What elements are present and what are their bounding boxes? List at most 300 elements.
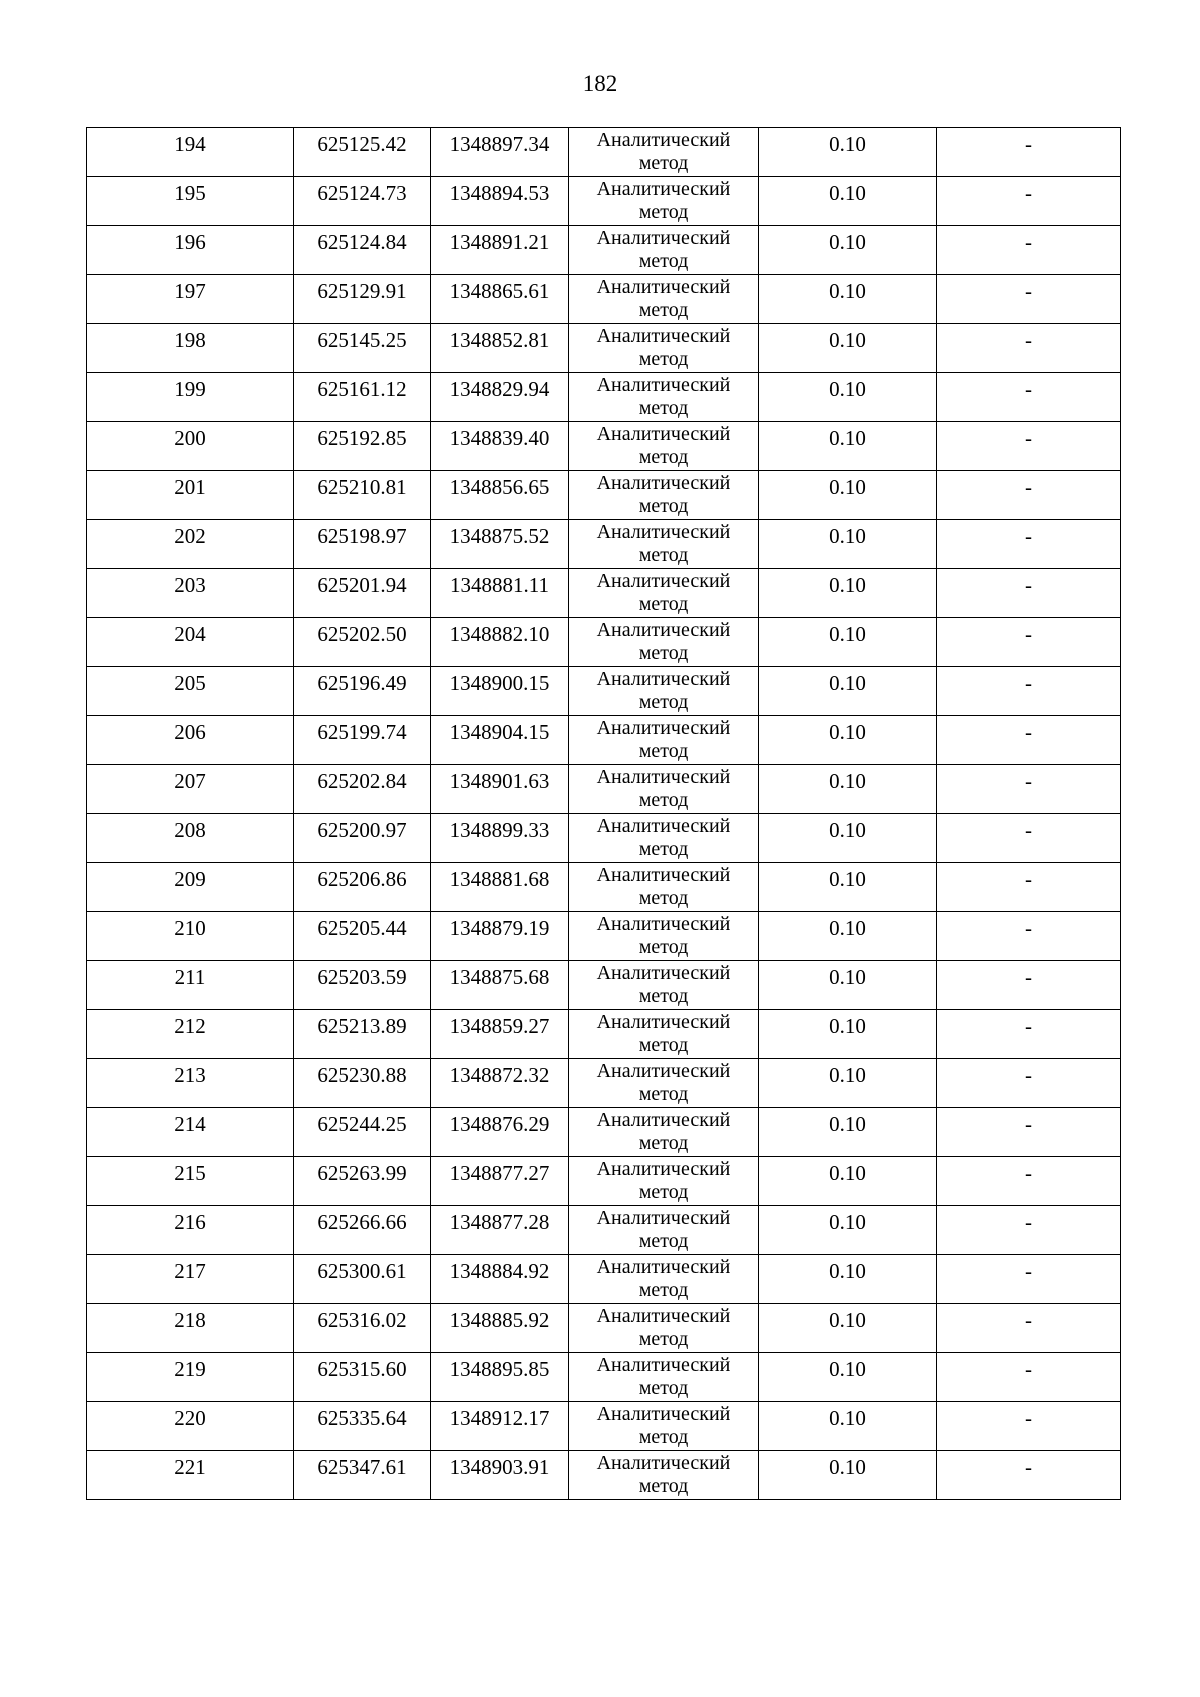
method-label-line2: метод bbox=[638, 642, 689, 664]
y-coordinate-cell-text: 1348903.91 bbox=[449, 1455, 550, 1479]
point-number-cell-text: 203 bbox=[174, 573, 206, 597]
table-row bbox=[87, 1059, 1121, 1108]
x-coordinate-cell-text: 625198.97 bbox=[317, 524, 407, 548]
note-cell-text: - bbox=[1025, 769, 1032, 793]
method-label-line2: метод bbox=[638, 887, 689, 909]
method-label-line1: Аналитический bbox=[596, 1452, 731, 1474]
accuracy-cell-text: 0.10 bbox=[829, 573, 866, 597]
method-label-line2: метод bbox=[638, 1328, 689, 1350]
y-coordinate-cell bbox=[431, 373, 569, 422]
accuracy-cell-text: 0.10 bbox=[829, 818, 866, 842]
point-number-cell-text: 214 bbox=[174, 1112, 206, 1136]
method-label-line1: Аналитический bbox=[596, 1207, 731, 1229]
x-coordinate-cell bbox=[294, 961, 431, 1010]
x-coordinate-cell bbox=[294, 618, 431, 667]
accuracy-cell bbox=[759, 1304, 937, 1353]
x-coordinate-cell bbox=[294, 716, 431, 765]
y-coordinate-cell-text: 1348904.15 bbox=[449, 720, 550, 744]
y-coordinate-cell-text: 1348875.68 bbox=[449, 965, 550, 989]
y-coordinate-cell bbox=[431, 1157, 569, 1206]
accuracy-cell bbox=[759, 1353, 937, 1402]
point-number-cell bbox=[87, 618, 294, 667]
method-label-line2: метод bbox=[638, 593, 689, 615]
accuracy-cell-text: 0.10 bbox=[829, 1063, 866, 1087]
note-cell-text: - bbox=[1025, 867, 1032, 891]
accuracy-cell bbox=[759, 1255, 937, 1304]
x-coordinate-cell-text: 625315.60 bbox=[317, 1357, 407, 1381]
y-coordinate-cell-text: 1348882.10 bbox=[449, 622, 550, 646]
x-coordinate-cell bbox=[294, 863, 431, 912]
point-number-cell-text: 219 bbox=[174, 1357, 206, 1381]
note-cell-text: - bbox=[1025, 1259, 1032, 1283]
x-coordinate-cell bbox=[294, 1304, 431, 1353]
method-label-line1: Аналитический bbox=[596, 472, 731, 494]
method-label-line2: метод bbox=[638, 152, 689, 174]
point-number-cell bbox=[87, 569, 294, 618]
y-coordinate-cell-text: 1348872.32 bbox=[449, 1063, 550, 1087]
x-coordinate-cell-text: 625263.99 bbox=[317, 1161, 407, 1185]
table-row bbox=[87, 422, 1121, 471]
table-row bbox=[87, 912, 1121, 961]
x-coordinate-cell-text: 625316.02 bbox=[317, 1308, 407, 1332]
coordinates-table bbox=[86, 127, 1121, 1500]
point-number-cell-text: 212 bbox=[174, 1014, 206, 1038]
note-cell bbox=[937, 1353, 1121, 1402]
point-number-cell bbox=[87, 275, 294, 324]
table-row bbox=[87, 373, 1121, 422]
method-cell bbox=[569, 1451, 759, 1500]
method-cell bbox=[569, 1402, 759, 1451]
y-coordinate-cell bbox=[431, 177, 569, 226]
note-cell-text: - bbox=[1025, 279, 1032, 303]
method-label-line1: Аналитический bbox=[596, 962, 731, 984]
accuracy-cell-text: 0.10 bbox=[829, 1112, 866, 1136]
accuracy-cell bbox=[759, 961, 937, 1010]
point-number-cell-text: 211 bbox=[174, 965, 206, 989]
accuracy-cell bbox=[759, 1157, 937, 1206]
method-label-line2: метод bbox=[638, 1132, 689, 1154]
y-coordinate-cell bbox=[431, 1108, 569, 1157]
point-number-cell bbox=[87, 324, 294, 373]
x-coordinate-cell-text: 625202.84 bbox=[317, 769, 407, 793]
y-coordinate-cell-text: 1348865.61 bbox=[449, 279, 550, 303]
point-number-cell-text: 216 bbox=[174, 1210, 206, 1234]
method-cell bbox=[569, 422, 759, 471]
x-coordinate-cell-text: 625125.42 bbox=[317, 132, 407, 156]
y-coordinate-cell-text: 1348879.19 bbox=[449, 916, 550, 940]
method-cell bbox=[569, 912, 759, 961]
point-number-cell bbox=[87, 1108, 294, 1157]
x-coordinate-cell-text: 625192.85 bbox=[317, 426, 407, 450]
point-number-cell bbox=[87, 765, 294, 814]
y-coordinate-cell-text: 1348901.63 bbox=[449, 769, 550, 793]
table-row bbox=[87, 863, 1121, 912]
point-number-cell-text: 210 bbox=[174, 916, 206, 940]
x-coordinate-cell-text: 625129.91 bbox=[317, 279, 407, 303]
y-coordinate-cell bbox=[431, 1255, 569, 1304]
point-number-cell-text: 196 bbox=[174, 230, 206, 254]
y-coordinate-cell-text: 1348894.53 bbox=[449, 181, 550, 205]
method-label-line1: Аналитический bbox=[596, 570, 731, 592]
method-cell bbox=[569, 863, 759, 912]
note-cell bbox=[937, 177, 1121, 226]
accuracy-cell-text: 0.10 bbox=[829, 1014, 866, 1038]
note-cell bbox=[937, 765, 1121, 814]
x-coordinate-cell bbox=[294, 667, 431, 716]
note-cell-text: - bbox=[1025, 671, 1032, 695]
note-cell-text: - bbox=[1025, 1210, 1032, 1234]
note-cell bbox=[937, 1108, 1121, 1157]
table-row bbox=[87, 471, 1121, 520]
method-cell bbox=[569, 618, 759, 667]
method-cell bbox=[569, 177, 759, 226]
method-label-line1: Аналитический bbox=[596, 668, 731, 690]
note-cell bbox=[937, 373, 1121, 422]
accuracy-cell bbox=[759, 275, 937, 324]
y-coordinate-cell bbox=[431, 471, 569, 520]
y-coordinate-cell bbox=[431, 863, 569, 912]
accuracy-cell-text: 0.10 bbox=[829, 524, 866, 548]
y-coordinate-cell-text: 1348895.85 bbox=[449, 1357, 550, 1381]
accuracy-cell bbox=[759, 226, 937, 275]
method-label-line2: метод bbox=[638, 740, 689, 762]
x-coordinate-cell-text: 625199.74 bbox=[317, 720, 407, 744]
table-row bbox=[87, 324, 1121, 373]
x-coordinate-cell bbox=[294, 1059, 431, 1108]
x-coordinate-cell-text: 625266.66 bbox=[317, 1210, 407, 1234]
y-coordinate-cell-text: 1348839.40 bbox=[449, 426, 550, 450]
y-coordinate-cell-text: 1348859.27 bbox=[449, 1014, 550, 1038]
method-label-line1: Аналитический bbox=[596, 619, 731, 641]
accuracy-cell-text: 0.10 bbox=[829, 279, 866, 303]
point-number-cell-text: 198 bbox=[174, 328, 206, 352]
point-number-cell bbox=[87, 1304, 294, 1353]
x-coordinate-cell bbox=[294, 1402, 431, 1451]
point-number-cell bbox=[87, 863, 294, 912]
y-coordinate-cell bbox=[431, 226, 569, 275]
method-cell bbox=[569, 324, 759, 373]
accuracy-cell-text: 0.10 bbox=[829, 867, 866, 891]
y-coordinate-cell-text: 1348829.94 bbox=[449, 377, 550, 401]
method-cell bbox=[569, 128, 759, 177]
note-cell-text: - bbox=[1025, 1455, 1032, 1479]
accuracy-cell bbox=[759, 1402, 937, 1451]
table-row bbox=[87, 1451, 1121, 1500]
x-coordinate-cell bbox=[294, 1108, 431, 1157]
y-coordinate-cell bbox=[431, 324, 569, 373]
x-coordinate-cell-text: 625202.50 bbox=[317, 622, 407, 646]
x-coordinate-cell bbox=[294, 765, 431, 814]
x-coordinate-cell bbox=[294, 471, 431, 520]
method-label-line2: метод bbox=[638, 789, 689, 811]
method-label-line2: метод bbox=[638, 1083, 689, 1105]
method-label-line2: метод bbox=[638, 1377, 689, 1399]
y-coordinate-cell bbox=[431, 275, 569, 324]
method-label-line2: метод bbox=[638, 495, 689, 517]
method-label-line2: метод bbox=[638, 1475, 689, 1497]
point-number-cell bbox=[87, 422, 294, 471]
method-label-line2: метод bbox=[638, 250, 689, 272]
accuracy-cell-text: 0.10 bbox=[829, 1308, 866, 1332]
x-coordinate-cell bbox=[294, 422, 431, 471]
method-label-line2: метод bbox=[638, 1426, 689, 1448]
accuracy-cell bbox=[759, 814, 937, 863]
method-cell bbox=[569, 226, 759, 275]
table-row bbox=[87, 716, 1121, 765]
point-number-cell-text: 202 bbox=[174, 524, 206, 548]
y-coordinate-cell-text: 1348891.21 bbox=[449, 230, 550, 254]
point-number-cell bbox=[87, 1451, 294, 1500]
method-label-line1: Аналитический bbox=[596, 864, 731, 886]
method-cell bbox=[569, 814, 759, 863]
point-number-cell-text: 209 bbox=[174, 867, 206, 891]
note-cell bbox=[937, 1304, 1121, 1353]
y-coordinate-cell bbox=[431, 1353, 569, 1402]
table-row bbox=[87, 1206, 1121, 1255]
method-label-line1: Аналитический bbox=[596, 423, 731, 445]
accuracy-cell bbox=[759, 422, 937, 471]
point-number-cell-text: 195 bbox=[174, 181, 206, 205]
point-number-cell-text: 213 bbox=[174, 1063, 206, 1087]
point-number-cell-text: 221 bbox=[174, 1455, 206, 1479]
note-cell bbox=[937, 1451, 1121, 1500]
x-coordinate-cell bbox=[294, 226, 431, 275]
accuracy-cell-text: 0.10 bbox=[829, 475, 866, 499]
note-cell bbox=[937, 961, 1121, 1010]
method-cell bbox=[569, 1059, 759, 1108]
x-coordinate-cell bbox=[294, 1451, 431, 1500]
method-cell bbox=[569, 1108, 759, 1157]
x-coordinate-cell-text: 625244.25 bbox=[317, 1112, 407, 1136]
x-coordinate-cell-text: 625230.88 bbox=[317, 1063, 407, 1087]
note-cell-text: - bbox=[1025, 965, 1032, 989]
method-cell bbox=[569, 1010, 759, 1059]
accuracy-cell-text: 0.10 bbox=[829, 769, 866, 793]
note-cell-text: - bbox=[1025, 1357, 1032, 1381]
y-coordinate-cell bbox=[431, 667, 569, 716]
method-cell bbox=[569, 520, 759, 569]
note-cell bbox=[937, 275, 1121, 324]
table-row bbox=[87, 1353, 1121, 1402]
accuracy-cell bbox=[759, 1451, 937, 1500]
point-number-cell-text: 201 bbox=[174, 475, 206, 499]
y-coordinate-cell bbox=[431, 765, 569, 814]
method-label-line2: метод bbox=[638, 1034, 689, 1056]
method-label-line1: Аналитический bbox=[596, 1158, 731, 1180]
point-number-cell-text: 197 bbox=[174, 279, 206, 303]
note-cell bbox=[937, 618, 1121, 667]
accuracy-cell bbox=[759, 520, 937, 569]
note-cell-text: - bbox=[1025, 1308, 1032, 1332]
note-cell-text: - bbox=[1025, 1161, 1032, 1185]
accuracy-cell-text: 0.10 bbox=[829, 1357, 866, 1381]
method-label-line2: метод bbox=[638, 691, 689, 713]
table-row bbox=[87, 569, 1121, 618]
point-number-cell-text: 208 bbox=[174, 818, 206, 842]
x-coordinate-cell bbox=[294, 1157, 431, 1206]
y-coordinate-cell bbox=[431, 422, 569, 471]
method-label-line1: Аналитический bbox=[596, 1109, 731, 1131]
point-number-cell bbox=[87, 1157, 294, 1206]
method-cell bbox=[569, 1353, 759, 1402]
method-label-line2: метод bbox=[638, 838, 689, 860]
y-coordinate-cell bbox=[431, 1206, 569, 1255]
method-label-line2: метод bbox=[638, 446, 689, 468]
note-cell-text: - bbox=[1025, 426, 1032, 450]
method-label-line2: метод bbox=[638, 1230, 689, 1252]
table-row bbox=[87, 177, 1121, 226]
accuracy-cell-text: 0.10 bbox=[829, 426, 866, 450]
y-coordinate-cell-text: 1348877.28 bbox=[449, 1210, 550, 1234]
note-cell-text: - bbox=[1025, 1014, 1032, 1038]
table-body bbox=[87, 128, 1121, 1500]
point-number-cell bbox=[87, 1206, 294, 1255]
note-cell bbox=[937, 814, 1121, 863]
note-cell bbox=[937, 1255, 1121, 1304]
point-number-cell-text: 199 bbox=[174, 377, 206, 401]
note-cell bbox=[937, 716, 1121, 765]
accuracy-cell bbox=[759, 912, 937, 961]
note-cell-text: - bbox=[1025, 328, 1032, 352]
point-number-cell bbox=[87, 1255, 294, 1304]
accuracy-cell-text: 0.10 bbox=[829, 230, 866, 254]
accuracy-cell-text: 0.10 bbox=[829, 965, 866, 989]
note-cell bbox=[937, 520, 1121, 569]
method-cell bbox=[569, 1157, 759, 1206]
table-row bbox=[87, 961, 1121, 1010]
method-label-line1: Аналитический bbox=[596, 1403, 731, 1425]
point-number-cell-text: 206 bbox=[174, 720, 206, 744]
accuracy-cell-text: 0.10 bbox=[829, 1161, 866, 1185]
y-coordinate-cell-text: 1348899.33 bbox=[449, 818, 550, 842]
note-cell bbox=[937, 667, 1121, 716]
method-label-line1: Аналитический bbox=[596, 1011, 731, 1033]
y-coordinate-cell-text: 1348885.92 bbox=[449, 1308, 550, 1332]
table-row bbox=[87, 1108, 1121, 1157]
point-number-cell bbox=[87, 226, 294, 275]
method-cell bbox=[569, 569, 759, 618]
point-number-cell-text: 220 bbox=[174, 1406, 206, 1430]
y-coordinate-cell bbox=[431, 1402, 569, 1451]
accuracy-cell bbox=[759, 1206, 937, 1255]
table-row bbox=[87, 814, 1121, 863]
method-label-line1: Аналитический bbox=[596, 1060, 731, 1082]
method-cell bbox=[569, 765, 759, 814]
table-row bbox=[87, 520, 1121, 569]
note-cell-text: - bbox=[1025, 720, 1032, 744]
x-coordinate-cell bbox=[294, 520, 431, 569]
y-coordinate-cell bbox=[431, 1059, 569, 1108]
y-coordinate-cell-text: 1348912.17 bbox=[449, 1406, 550, 1430]
table-row bbox=[87, 128, 1121, 177]
accuracy-cell bbox=[759, 1059, 937, 1108]
x-coordinate-cell-text: 625124.84 bbox=[317, 230, 407, 254]
accuracy-cell-text: 0.10 bbox=[829, 720, 866, 744]
point-number-cell bbox=[87, 373, 294, 422]
accuracy-cell bbox=[759, 1010, 937, 1059]
accuracy-cell-text: 0.10 bbox=[829, 328, 866, 352]
note-cell bbox=[937, 1157, 1121, 1206]
point-number-cell-text: 217 bbox=[174, 1259, 206, 1283]
accuracy-cell bbox=[759, 618, 937, 667]
method-cell bbox=[569, 961, 759, 1010]
y-coordinate-cell bbox=[431, 1304, 569, 1353]
y-coordinate-cell bbox=[431, 569, 569, 618]
x-coordinate-cell bbox=[294, 1206, 431, 1255]
point-number-cell bbox=[87, 471, 294, 520]
accuracy-cell bbox=[759, 667, 937, 716]
accuracy-cell-text: 0.10 bbox=[829, 1210, 866, 1234]
point-number-cell bbox=[87, 520, 294, 569]
note-cell bbox=[937, 128, 1121, 177]
y-coordinate-cell-text: 1348881.68 bbox=[449, 867, 550, 891]
point-number-cell-text: 194 bbox=[174, 132, 206, 156]
accuracy-cell-text: 0.10 bbox=[829, 1455, 866, 1479]
method-label-line1: Аналитический bbox=[596, 129, 731, 151]
y-coordinate-cell-text: 1348897.34 bbox=[449, 132, 550, 156]
accuracy-cell bbox=[759, 373, 937, 422]
note-cell bbox=[937, 471, 1121, 520]
x-coordinate-cell bbox=[294, 814, 431, 863]
table-row bbox=[87, 1255, 1121, 1304]
x-coordinate-cell bbox=[294, 1255, 431, 1304]
method-label-line1: Аналитический bbox=[596, 913, 731, 935]
y-coordinate-cell-text: 1348877.27 bbox=[449, 1161, 550, 1185]
point-number-cell bbox=[87, 961, 294, 1010]
accuracy-cell-text: 0.10 bbox=[829, 1259, 866, 1283]
method-cell bbox=[569, 1304, 759, 1353]
point-number-cell bbox=[87, 814, 294, 863]
method-label-line1: Аналитический bbox=[596, 325, 731, 347]
method-label-line2: метод bbox=[638, 1181, 689, 1203]
accuracy-cell-text: 0.10 bbox=[829, 181, 866, 205]
y-coordinate-cell-text: 1348852.81 bbox=[449, 328, 550, 352]
method-label-line1: Аналитический bbox=[596, 815, 731, 837]
point-number-cell bbox=[87, 128, 294, 177]
x-coordinate-cell bbox=[294, 912, 431, 961]
method-cell bbox=[569, 716, 759, 765]
method-label-line1: Аналитический bbox=[596, 227, 731, 249]
accuracy-cell-text: 0.10 bbox=[829, 1406, 866, 1430]
point-number-cell bbox=[87, 716, 294, 765]
accuracy-cell bbox=[759, 863, 937, 912]
table-row bbox=[87, 618, 1121, 667]
accuracy-cell bbox=[759, 128, 937, 177]
note-cell bbox=[937, 422, 1121, 471]
note-cell bbox=[937, 226, 1121, 275]
point-number-cell-text: 204 bbox=[174, 622, 206, 646]
x-coordinate-cell-text: 625335.64 bbox=[317, 1406, 407, 1430]
accuracy-cell-text: 0.10 bbox=[829, 671, 866, 695]
x-coordinate-cell bbox=[294, 128, 431, 177]
method-cell bbox=[569, 1206, 759, 1255]
x-coordinate-cell-text: 625213.89 bbox=[317, 1014, 407, 1038]
accuracy-cell-text: 0.10 bbox=[829, 377, 866, 401]
x-coordinate-cell bbox=[294, 1353, 431, 1402]
y-coordinate-cell bbox=[431, 961, 569, 1010]
accuracy-cell-text: 0.10 bbox=[829, 622, 866, 646]
method-label-line1: Аналитический bbox=[596, 1256, 731, 1278]
point-number-cell bbox=[87, 177, 294, 226]
x-coordinate-cell-text: 625196.49 bbox=[317, 671, 407, 695]
y-coordinate-cell bbox=[431, 1451, 569, 1500]
x-coordinate-cell bbox=[294, 569, 431, 618]
method-label-line2: метод bbox=[638, 348, 689, 370]
accuracy-cell bbox=[759, 324, 937, 373]
note-cell-text: - bbox=[1025, 475, 1032, 499]
method-label-line1: Аналитический bbox=[596, 521, 731, 543]
table-row bbox=[87, 1402, 1121, 1451]
